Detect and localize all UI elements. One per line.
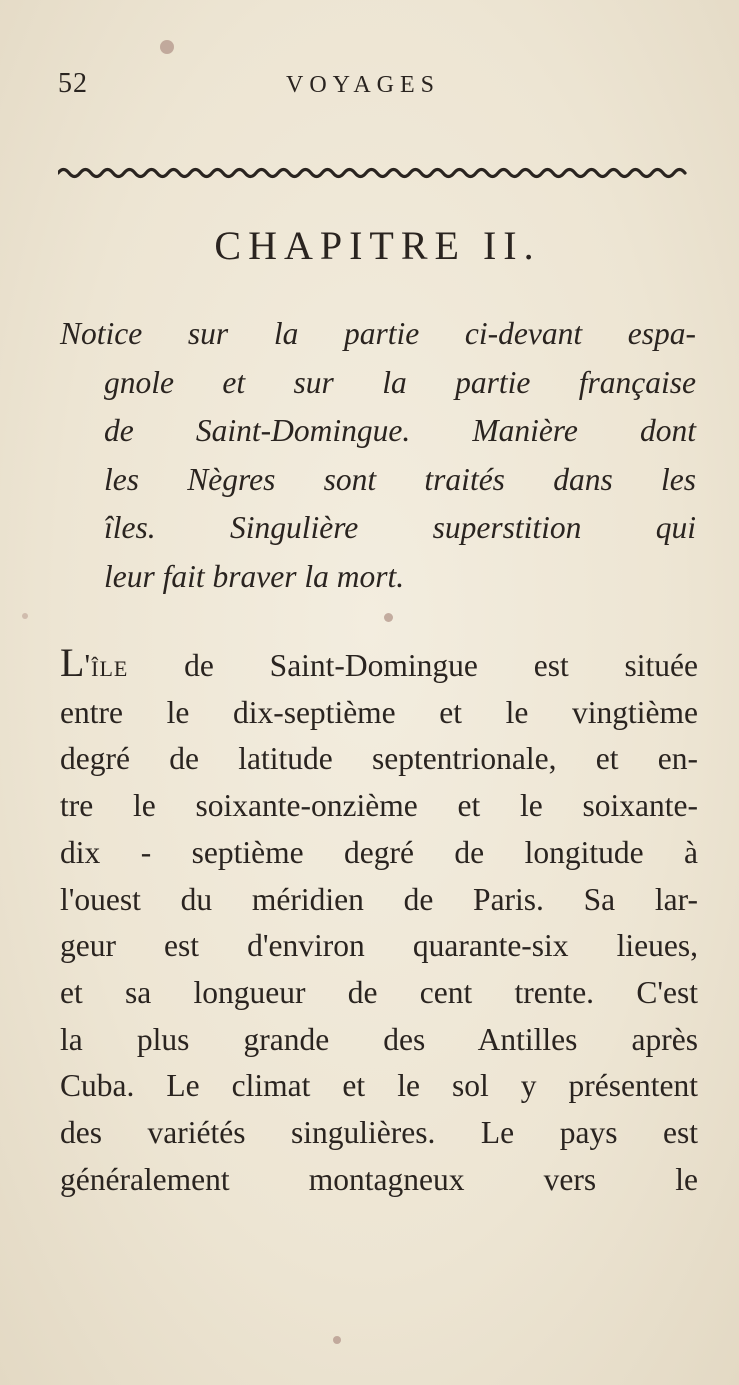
paper-stain (160, 40, 174, 54)
paper-stain (384, 613, 393, 622)
chapter-title: CHAPITRE II. (214, 223, 541, 268)
summary-line: de Saint-Domingue. Manière dont (104, 413, 696, 448)
body-line: la plus grande des Antilles après (60, 1021, 698, 1057)
body-line: et sa longueur de cent trente. C'est (60, 974, 698, 1010)
summary-line: les Nègres sont traités dans les (104, 461, 696, 497)
body-line: degré de latitude septentrionale, et en- (60, 741, 698, 777)
page-header (58, 68, 698, 108)
body-line: des variétés singulières. Le pays est (60, 1115, 698, 1151)
summary-line: îles. Singulière superstition qui (104, 510, 696, 545)
body-line: Cuba. Le climat et le sol y présentent (60, 1068, 698, 1104)
page-number: 52 (58, 68, 88, 99)
body-paragraph (60, 640, 698, 1203)
chapter-summary (60, 310, 696, 601)
summary-line: Notice sur la partie ci-devant espa- (60, 316, 696, 351)
first-line-text: de Saint-Domingue est située (128, 648, 698, 683)
running-head: VOYAGES (286, 72, 441, 98)
body-line: entre le dix-septième et le vingtième (60, 694, 698, 730)
drop-letter: L (60, 640, 85, 685)
body-line: généralement montagneux vers le (60, 1161, 698, 1197)
body-line (60, 640, 698, 690)
decorative-rule (58, 164, 690, 182)
summary-line: leur fait braver la mort. (104, 558, 405, 594)
body-line: l'ouest du méridien de Paris. Sa lar- (60, 881, 698, 917)
summary-line: gnole et sur la partie française (104, 364, 696, 400)
first-word: 'île (84, 648, 129, 683)
body-line: tre le soixante-onzième et le soixante- (60, 788, 698, 824)
paper-stain (22, 613, 28, 619)
body-line: geur est d'environ quarante-six lieues, (60, 928, 698, 964)
body-line: dix - septième degré de longitude à (60, 834, 698, 870)
paper-stain (333, 1336, 341, 1344)
